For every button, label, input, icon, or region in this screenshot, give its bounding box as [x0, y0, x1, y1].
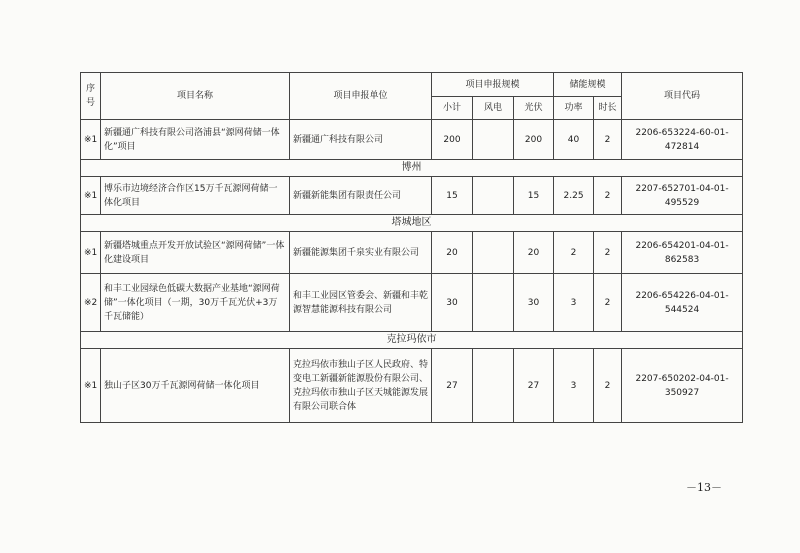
header-row-1 [81, 73, 743, 97]
region-row [81, 332, 743, 349]
cell-duration: 2 [594, 120, 622, 160]
table-row [81, 274, 743, 332]
cell-seq: ※2 [81, 274, 101, 332]
cell-subtotal: 200 [432, 120, 473, 160]
project-table [80, 72, 743, 423]
cell-name: 独山子区30万千瓦源网荷储一体化项目 [101, 349, 290, 423]
header-seq: 序号 [81, 73, 101, 120]
cell-name: 新疆塔城重点开发开放试验区“源网荷储”一体化建设项目 [101, 232, 290, 274]
cell-power: 3 [554, 349, 594, 423]
table-row [81, 232, 743, 274]
cell-pv: 200 [514, 120, 554, 160]
header-subtotal: 小计 [432, 97, 473, 120]
header-unit: 项目申报单位 [290, 73, 432, 120]
cell-unit: 克拉玛依市独山子区人民政府、特变电工新疆新能源股份有限公司、克拉玛依市独山子区天城能源发展有限公司联合体 [290, 349, 432, 423]
cell-pv: 20 [514, 232, 554, 274]
header-code: 项目代码 [622, 73, 743, 120]
cell-power: 40 [554, 120, 594, 160]
cell-name: 新疆通广科技有限公司洛浦县“源网荷储一体化”项目 [101, 120, 290, 160]
cell-wind [473, 274, 514, 332]
page-number: －13－ [686, 481, 722, 494]
cell-wind [473, 232, 514, 274]
cell-subtotal: 30 [432, 274, 473, 332]
cell-code: 2206-654201-04-01-862583 [622, 232, 743, 274]
cell-unit: 新疆通广科技有限公司 [290, 120, 432, 160]
cell-pv: 15 [514, 177, 554, 215]
region-label: 博州 [81, 160, 743, 177]
cell-power: 3 [554, 274, 594, 332]
cell-duration: 2 [594, 349, 622, 423]
cell-duration: 2 [594, 274, 622, 332]
header-wind: 风电 [473, 97, 514, 120]
header-pv: 光伏 [514, 97, 554, 120]
region-row [81, 215, 743, 232]
cell-seq: ※1 [81, 120, 101, 160]
region-label: 克拉玛依市 [81, 332, 743, 349]
cell-duration: 2 [594, 232, 622, 274]
cell-seq: ※1 [81, 177, 101, 215]
cell-code: 2206-653224-60-01-472814 [622, 120, 743, 160]
cell-name: 和丰工业园绿色低碳大数据产业基地“源网荷储”一体化项目（一期，30万千瓦光伏+3万千瓦储能） [101, 274, 290, 332]
cell-power: 2 [554, 232, 594, 274]
cell-code: 2207-650202-04-01-350927 [622, 349, 743, 423]
cell-pv: 27 [514, 349, 554, 423]
cell-seq: ※1 [81, 349, 101, 423]
table-row [81, 177, 743, 215]
cell-wind [473, 177, 514, 215]
region-row [81, 160, 743, 177]
cell-seq: ※1 [81, 232, 101, 274]
cell-duration: 2 [594, 177, 622, 215]
table-row [81, 349, 743, 423]
header-duration: 时长 [594, 97, 622, 120]
cell-code: 2206-654226-04-01-544524 [622, 274, 743, 332]
header-power: 功率 [554, 97, 594, 120]
header-name: 项目名称 [101, 73, 290, 120]
header-scale: 项目申报规模 [432, 73, 554, 97]
cell-wind [473, 349, 514, 423]
cell-subtotal: 15 [432, 177, 473, 215]
cell-unit: 新疆能源集团千泉实业有限公司 [290, 232, 432, 274]
cell-code: 2207-652701-04-01-495529 [622, 177, 743, 215]
cell-wind [473, 120, 514, 160]
cell-unit: 和丰工业园区管委会、新疆和丰乾源智慧能源科技有限公司 [290, 274, 432, 332]
cell-unit: 新疆新能集团有限责任公司 [290, 177, 432, 215]
cell-power: 2.25 [554, 177, 594, 215]
cell-pv: 30 [514, 274, 554, 332]
header-storage: 储能规模 [554, 73, 622, 97]
cell-name: 博乐市边境经济合作区15万千瓦源网荷储一体化项目 [101, 177, 290, 215]
table-row [81, 120, 743, 160]
cell-subtotal: 20 [432, 232, 473, 274]
region-label: 塔城地区 [81, 215, 743, 232]
cell-subtotal: 27 [432, 349, 473, 423]
